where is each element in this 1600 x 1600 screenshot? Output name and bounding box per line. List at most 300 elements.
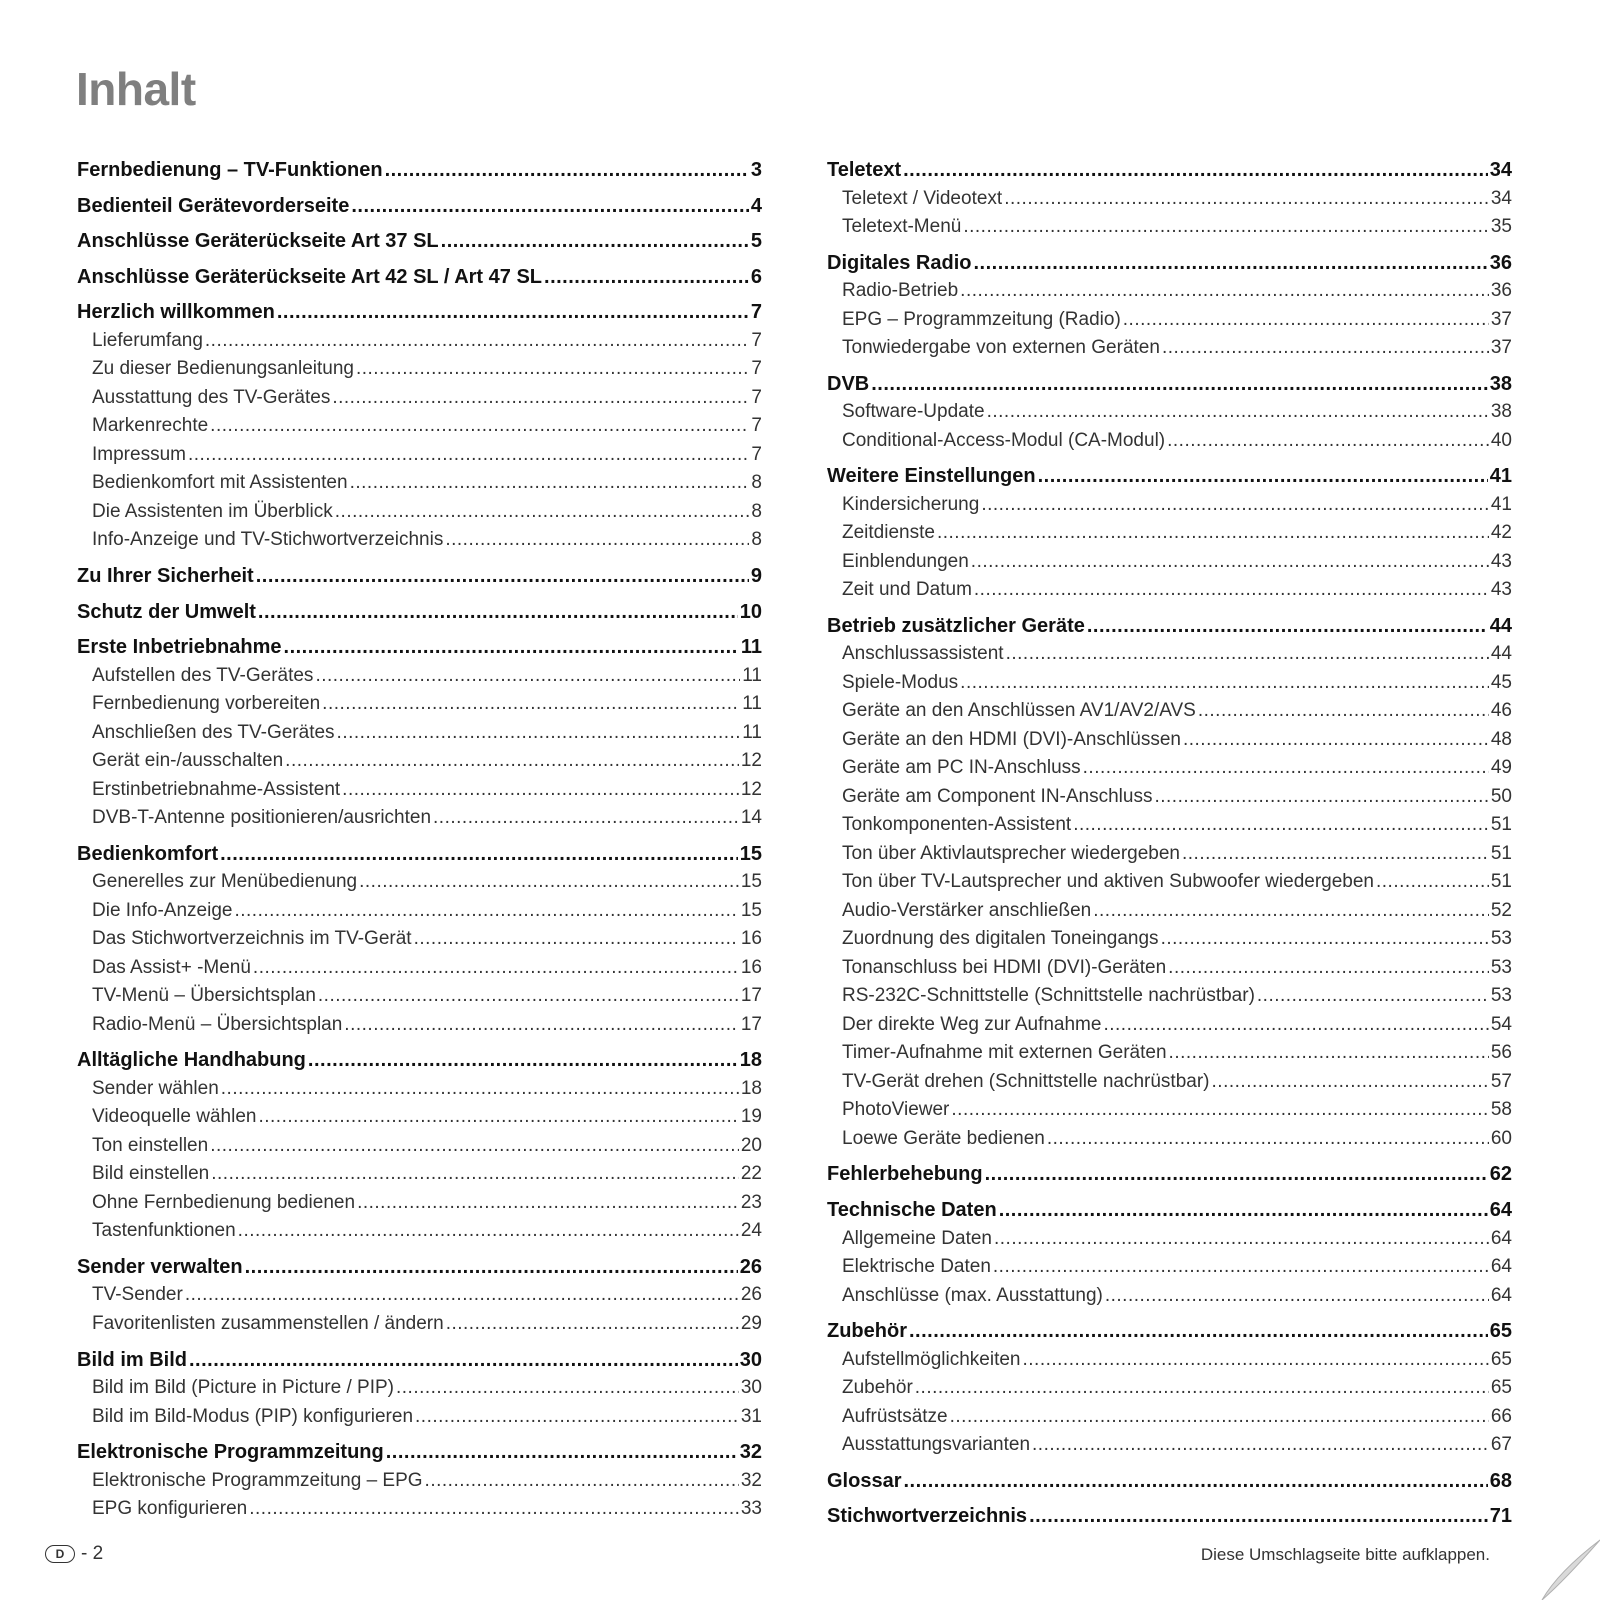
toc-page-number: 42 [1490, 522, 1512, 544]
toc-page-number: 7 [751, 386, 762, 408]
toc-entry-title: Aufstellen des TV-Gerätes [92, 664, 314, 686]
toc-page-number: 52 [1490, 899, 1512, 921]
toc-entry-title: Anschließen des TV-Gerätes [92, 721, 335, 743]
toc-heading [827, 462, 1512, 491]
toc-leader-dots [1123, 306, 1489, 335]
toc-page-number: 26 [740, 1284, 762, 1306]
toc-leader-dots [425, 1467, 739, 1496]
toc-entry-title: Markenrechte [92, 415, 209, 437]
toc-leader-dots [258, 1103, 738, 1132]
toc-entry-title: Radio-Menü – Übersichtsplan [92, 1013, 343, 1035]
toc-page-number: 71 [1489, 1505, 1512, 1528]
toc-leader-dots [277, 298, 749, 327]
toc-subentry [827, 1431, 1512, 1460]
toc-page-number: 11 [742, 721, 762, 743]
toc-leader-dots [1105, 1282, 1489, 1311]
page-curl-icon [1510, 1510, 1600, 1600]
toc-page-number: 7 [751, 443, 762, 465]
toc-leader-dots [960, 669, 1489, 698]
toc-page-number: 37 [1490, 308, 1512, 330]
toc-page-number: 17 [740, 1013, 762, 1035]
toc-entry-title: Anschlüsse (max. Ausstattung) [842, 1284, 1103, 1306]
toc-subentry [827, 576, 1512, 605]
toc-page-number: 66 [1490, 1405, 1512, 1427]
toc-leader-dots [322, 690, 740, 719]
toc-heading [77, 1253, 762, 1282]
toc-subentry [827, 519, 1512, 548]
toc-leader-dots [356, 355, 749, 384]
toc-entry-title: Digitales Radio [827, 251, 972, 274]
toc-leader-dots [258, 598, 738, 627]
toc-subentry [77, 384, 762, 413]
toc-subentry [827, 491, 1512, 520]
toc-entry-title: DVB-T-Antenne positionieren/ausrichten [92, 807, 432, 829]
toc-entry-title: Ton über TV-Lautsprecher und aktiven Subwoofer wiedergeben [842, 871, 1374, 893]
toc-heading [827, 1467, 1512, 1496]
toc-page-number: 34 [1490, 187, 1512, 209]
toc-heading [77, 1438, 762, 1467]
toc-page-number: 15 [740, 871, 762, 893]
toc-page-number: 43 [1490, 579, 1512, 601]
toc-page-number: 64 [1490, 1256, 1512, 1278]
toc-page-number: 30 [740, 1377, 762, 1399]
toc-leader-dots [1093, 897, 1489, 926]
toc-heading [827, 1502, 1512, 1531]
toc-page-number: 58 [1490, 1099, 1512, 1121]
toc-entry-title: Conditional-Access-Modul (CA-Modul) [842, 429, 1166, 451]
toc-page-number: 68 [1489, 1469, 1512, 1492]
toc-heading [827, 249, 1512, 278]
toc-subentry [77, 355, 762, 384]
toc-page-number: 34 [1489, 159, 1512, 181]
toc-entry-title: Weitere Einstellungen [827, 465, 1036, 488]
toc-entry-title: Fernbedienung vorbereiten [92, 693, 321, 715]
toc-entry-title: Herzlich willkommen [77, 301, 275, 324]
toc-leader-dots [1161, 925, 1489, 954]
toc-subentry [827, 548, 1512, 577]
toc-heading [77, 192, 762, 221]
toc-subentry [77, 925, 762, 954]
toc-heading [77, 1346, 762, 1375]
toc-leader-dots [1183, 726, 1489, 755]
toc-subentry [827, 783, 1512, 812]
toc-entry-title: Bild im Bild (Picture in Picture / PIP) [92, 1377, 394, 1399]
toc-entry-title: Ausstattungsvarianten [842, 1434, 1031, 1456]
toc-leader-dots [973, 249, 1487, 278]
toc-subentry [827, 1225, 1512, 1254]
toc-entry-title: Aufstellmöglichkeiten [842, 1348, 1021, 1370]
toc-leader-dots [285, 747, 739, 776]
toc-leader-dots [544, 263, 749, 292]
toc-subentry [77, 804, 762, 833]
toc-page-number: 54 [1490, 1013, 1512, 1035]
toc-page-number: 11 [740, 636, 762, 659]
toc-leader-dots [211, 1160, 739, 1189]
toc-subentry [77, 1495, 762, 1524]
toc-subentry [827, 277, 1512, 306]
toc-entry-title: Geräte an den Anschlüssen AV1/AV2/AVS [842, 700, 1196, 722]
toc-leader-dots [1162, 334, 1489, 363]
toc-entry-title: Die Info-Anzeige [92, 899, 233, 921]
toc-page-number: 64 [1490, 1284, 1512, 1306]
toc-subentry [77, 690, 762, 719]
toc-subentry [77, 1403, 762, 1432]
toc-leader-dots [1257, 982, 1489, 1011]
toc-subentry [827, 1096, 1512, 1125]
toc-entry-title: Zu dieser Bedienungsanleitung [92, 358, 354, 380]
toc-heading [827, 370, 1512, 399]
toc-page-number: 12 [740, 750, 762, 772]
toc-subentry [827, 427, 1512, 456]
toc-page-number: 20 [740, 1134, 762, 1156]
toc-page-number: 17 [740, 985, 762, 1007]
toc-entry-title: Info-Anzeige und TV-Stichwortverzeichnis [92, 529, 444, 551]
toc-page-number: 33 [740, 1498, 762, 1520]
toc-subentry [827, 840, 1512, 869]
toc-subentry [827, 1125, 1512, 1154]
toc-page-number: 44 [1489, 614, 1512, 637]
toc-leader-dots [1087, 612, 1488, 641]
toc-entry-title: Teletext-Menü [842, 216, 962, 237]
toc-heading [827, 1160, 1512, 1189]
toc-leader-dots [205, 327, 750, 356]
toc-leader-dots [396, 1374, 739, 1403]
toc-subentry [77, 897, 762, 926]
toc-page-number: 18 [739, 1049, 762, 1072]
toc-subentry [827, 669, 1512, 698]
toc-entry-title: Technische Daten [827, 1199, 997, 1222]
toc-subentry [827, 954, 1512, 983]
toc-subentry [77, 1310, 762, 1339]
toc-page-number: 64 [1490, 1227, 1512, 1249]
toc-page-number: 48 [1490, 728, 1512, 750]
toc-entry-title: Einblendungen [842, 550, 969, 572]
toc-entry-title: Lieferumfang [92, 329, 203, 351]
toc-subentry [827, 185, 1512, 214]
toc-subentry [77, 1075, 762, 1104]
toc-subentry [77, 1011, 762, 1040]
toc-subentry [827, 306, 1512, 335]
toc-entry-title: Tonkomponenten-Assistent [842, 814, 1072, 836]
toc-heading [77, 263, 762, 292]
toc-entry-title: Glossar [827, 1469, 902, 1492]
toc-subentry [77, 719, 762, 748]
language-badge: D [45, 1545, 75, 1563]
toc-page-number: 32 [739, 1441, 762, 1464]
toc-leader-dots [446, 1310, 739, 1339]
toc-subentry [827, 1282, 1512, 1311]
toc-subentry [77, 526, 762, 555]
toc-leader-dots [284, 633, 739, 662]
toc-subentry [827, 811, 1512, 840]
toc-entry-title: Erstinbetriebnahme-Assistent [92, 778, 341, 800]
toc-page-number: 8 [751, 529, 762, 551]
toc-leader-dots [985, 1160, 1488, 1189]
toc-page-number: 51 [1490, 842, 1512, 864]
toc-subentry [77, 327, 762, 356]
toc-leader-dots [937, 519, 1489, 548]
toc-entry-title: Bedienteil Gerätevorderseite [77, 194, 350, 217]
toc-entry-title: Alltägliche Handhabung [77, 1049, 306, 1072]
toc-column-right [827, 156, 1512, 1531]
toc-subentry [827, 897, 1512, 926]
toc-heading [77, 298, 762, 327]
toc-leader-dots [974, 576, 1489, 605]
toc-page-number: 49 [1490, 757, 1512, 779]
toc-entry-title: Ausstattung des TV-Gerätes [92, 386, 331, 408]
toc-leader-dots [987, 398, 1489, 427]
toc-leader-dots [350, 469, 750, 498]
toc-page-number: 11 [742, 693, 762, 715]
toc-entry-title: Ton einstellen [92, 1134, 209, 1156]
toc-subentry [827, 1374, 1512, 1403]
toc-leader-dots [221, 1075, 739, 1104]
toc-subentry [77, 498, 762, 527]
toc-subentry [77, 1374, 762, 1403]
toc-entry-title: Geräte am PC IN-Anschluss [842, 757, 1081, 779]
toc-page-number: 30 [739, 1348, 762, 1371]
toc-leader-dots [1038, 462, 1488, 491]
toc-page-number: 4 [750, 194, 762, 217]
toc-leader-dots [220, 840, 738, 869]
toc-page-number: 40 [1490, 429, 1512, 451]
toc-entry-title: Aufrüstsätze [842, 1405, 948, 1427]
toc-entry-title: Zubehör [842, 1377, 913, 1399]
toc-entry-title: Stichwortverzeichnis [827, 1505, 1028, 1528]
toc-page-number: 65 [1490, 1377, 1512, 1399]
toc-leader-dots [357, 1189, 739, 1218]
toc-leader-dots [210, 412, 749, 441]
toc-subentry [827, 334, 1512, 363]
toc-entry-title: TV-Sender [92, 1284, 183, 1306]
toc-page-number: 9 [750, 564, 762, 587]
toc-entry-title: Tonwiedergabe von externen Geräten [842, 337, 1160, 359]
toc-leader-dots [351, 192, 749, 221]
toc-page-number: 50 [1490, 785, 1512, 807]
toc-leader-dots [414, 925, 739, 954]
toc-page-number: 38 [1490, 401, 1512, 423]
toc-leader-dots [1083, 754, 1489, 783]
page-number [45, 1543, 103, 1565]
toc-page-number: 22 [740, 1163, 762, 1185]
toc-subentry [827, 868, 1512, 897]
toc-page-number: 45 [1490, 671, 1512, 693]
toc-page-number: 11 [742, 664, 762, 686]
toc-page-number: 41 [1490, 493, 1512, 515]
toc-entry-title: Sender wählen [92, 1077, 219, 1099]
toc-leader-dots [308, 1046, 738, 1075]
toc-leader-dots [433, 804, 739, 833]
toc-page-number: 3 [750, 159, 762, 181]
toc-leader-dots [337, 719, 741, 748]
toc-entry-title: Zuordnung des digitalen Toneingangs [842, 928, 1159, 950]
toc-subentry [827, 697, 1512, 726]
toc-leader-dots [993, 1253, 1489, 1282]
toc-leader-dots [253, 954, 739, 983]
toc-entry-title: Radio-Betrieb [842, 280, 959, 302]
toc-leader-dots [960, 277, 1489, 306]
toc-entry-title: Betrieb zusätzlicher Geräte [827, 614, 1085, 637]
toc-subentry [827, 925, 1512, 954]
toc-leader-dots [1376, 868, 1489, 897]
toc-page-number: 26 [739, 1255, 762, 1278]
toc-page-number: 8 [751, 500, 762, 522]
toc-entry-title: Generelles zur Menübedienung [92, 871, 358, 893]
toc-leader-dots [1168, 954, 1489, 983]
toc-page-number: 43 [1490, 550, 1512, 572]
toc-heading [77, 227, 762, 256]
toc-entry-title: Bedienkomfort mit Assistenten [92, 472, 348, 494]
toc-page-number: 8 [751, 472, 762, 494]
toc-page-number: 51 [1490, 871, 1512, 893]
toc-leader-dots [445, 526, 749, 555]
toc-leader-dots [903, 156, 1488, 185]
toc-subentry [77, 1160, 762, 1189]
toc-leader-dots [249, 1495, 739, 1524]
toc-entry-title: Software-Update [842, 401, 985, 423]
toc-entry-title: Ton über Aktivlautsprecher wiedergeben [842, 842, 1180, 864]
toc-entry-title: Allgemeine Daten [842, 1227, 992, 1249]
toc-page-number: 32 [740, 1469, 762, 1491]
toc-leader-dots [950, 1403, 1489, 1432]
toc-subentry [77, 982, 762, 1011]
toc-entry-title: EPG – Programmzeitung (Radio) [842, 308, 1121, 330]
toc-page-number: 36 [1490, 280, 1512, 302]
toc-subentry [827, 982, 1512, 1011]
toc-leader-dots [385, 156, 749, 185]
toc-page-number: 7 [751, 415, 762, 437]
toc-page-number: 23 [740, 1191, 762, 1213]
page-number-label: - 2 [81, 1543, 104, 1564]
toc-subentry [77, 954, 762, 983]
toc-entry-title: Zeitdienste [842, 522, 935, 544]
toc-leader-dots [256, 562, 749, 591]
toc-page-number: 62 [1489, 1163, 1512, 1186]
toc-subentry [827, 726, 1512, 755]
toc-leader-dots [951, 1096, 1488, 1125]
toc-entry-title: Anschlüsse Geräterückseite Art 37 SL [77, 230, 439, 253]
toc-leader-dots [1169, 1039, 1489, 1068]
toc-heading [77, 840, 762, 869]
toc-entry-title: Erste Inbetriebnahme [77, 636, 282, 659]
toc-entry-title: Bild im Bild [77, 1348, 187, 1371]
toc-entry-title: Impressum [92, 443, 186, 465]
toc-subentry [77, 412, 762, 441]
toc-entry-title: Bild im Bild-Modus (PIP) konfigurieren [92, 1405, 414, 1427]
toc-entry-title: Timer-Aufnahme mit externen Geräten [842, 1042, 1167, 1064]
toc-entry-title: Spiele-Modus [842, 671, 959, 693]
toc-entry-title: Zu Ihrer Sicherheit [77, 564, 254, 587]
toc-page-number: 15 [740, 899, 762, 921]
toc-subentry [827, 1039, 1512, 1068]
toc-leader-dots [335, 498, 750, 527]
toc-page-number: 53 [1490, 956, 1512, 978]
toc-entry-title: TV-Menü – Übersichtsplan [92, 985, 316, 1007]
toc-leader-dots [188, 441, 749, 470]
toc-page-number: 65 [1489, 1320, 1512, 1343]
toc-leader-dots [971, 548, 1489, 577]
toc-leader-dots [1073, 811, 1489, 840]
toc-entry-title: Audio-Verstärker anschließen [842, 899, 1092, 921]
toc-leader-dots [238, 1217, 739, 1246]
toc-page-number: 16 [740, 956, 762, 978]
toc-leader-dots [441, 227, 749, 256]
toc-leader-dots [1047, 1125, 1489, 1154]
toc-page-number: 53 [1490, 985, 1512, 1007]
toc-leader-dots [915, 1374, 1489, 1403]
toc-subentry [77, 868, 762, 897]
toc-entry-title: Fernbedienung – TV-Funktionen [77, 159, 383, 181]
toc-entry-title: Der direkte Weg zur Aufnahme [842, 1013, 1102, 1035]
toc-page-number: 7 [750, 301, 762, 324]
toc-leader-dots [1004, 185, 1489, 214]
toc-entry-title: Elektronische Programmzeitung [77, 1441, 384, 1464]
toc-subentry [77, 662, 762, 691]
toc-entry-title: Anschlussassistent [842, 643, 1004, 665]
toc-leader-dots [1032, 1431, 1489, 1460]
toc-entry-title: Elektronische Programmzeitung – EPG [92, 1469, 423, 1491]
toc-page-number: 29 [740, 1312, 762, 1334]
toc-entry-title: Favoritenlisten zusammenstellen / ändern [92, 1312, 444, 1334]
toc-page-number: 46 [1490, 700, 1512, 722]
toc-leader-dots [1167, 427, 1489, 456]
toc-leader-dots [1154, 783, 1488, 812]
toc-page-number: 56 [1490, 1042, 1512, 1064]
toc-entry-title: Bedienkomfort [77, 842, 219, 865]
toc-entry-title: Die Assistenten im Überblick [92, 500, 333, 522]
toc-subentry [77, 441, 762, 470]
toc-subentry [827, 1011, 1512, 1040]
toc-leader-dots [386, 1438, 738, 1467]
toc-page-number: 14 [740, 807, 762, 829]
toc-page-number: 51 [1490, 814, 1512, 836]
toc-entry-title: Teletext / Videotext [842, 187, 1003, 209]
toc-page-number: 7 [751, 358, 762, 380]
toc-entry-title: Gerät ein-/ausschalten [92, 750, 284, 772]
toc-heading [77, 598, 762, 627]
toc-entry-title: Anschlüsse Geräterückseite Art 42 SL / Art 47 SL [77, 265, 543, 288]
toc-leader-dots [189, 1346, 738, 1375]
toc-page-number: 53 [1490, 928, 1512, 950]
toc-leader-dots [318, 982, 739, 1011]
toc-subentry [827, 1403, 1512, 1432]
toc-entry-title: RS-232C-Schnittstelle (Schnittstelle nachrüstbar) [842, 985, 1255, 1007]
toc-entry-title: Geräte am Component IN-Anschluss [842, 785, 1153, 807]
toc-subentry [77, 1281, 762, 1310]
toc-leader-dots [1182, 840, 1489, 869]
toc-page-number: 15 [739, 842, 762, 865]
toc-heading [827, 1317, 1512, 1346]
toc-entry-title: Zubehör [827, 1320, 907, 1343]
toc-heading [77, 633, 762, 662]
toc-entry-title: DVB [827, 372, 870, 395]
toc-leader-dots [1103, 1011, 1488, 1040]
toc-leader-dots [1212, 1068, 1489, 1097]
toc-page-number: 6 [750, 265, 762, 288]
toc-entry-title: Schutz der Umwelt [77, 600, 256, 623]
toc-page-number: 60 [1490, 1127, 1512, 1149]
toc-page-number: 24 [740, 1220, 762, 1242]
toc-subentry [77, 1217, 762, 1246]
toc-entry-title: Bild einstellen [92, 1163, 210, 1185]
toc-subentry [827, 640, 1512, 669]
toc-page-number: 35 [1490, 216, 1512, 237]
toc-leader-dots [981, 491, 1489, 520]
toc-entry-title: PhotoViewer [842, 1099, 950, 1121]
toc-page-number: 31 [740, 1405, 762, 1427]
toc-leader-dots [909, 1317, 1488, 1346]
toc-leader-dots [359, 868, 739, 897]
